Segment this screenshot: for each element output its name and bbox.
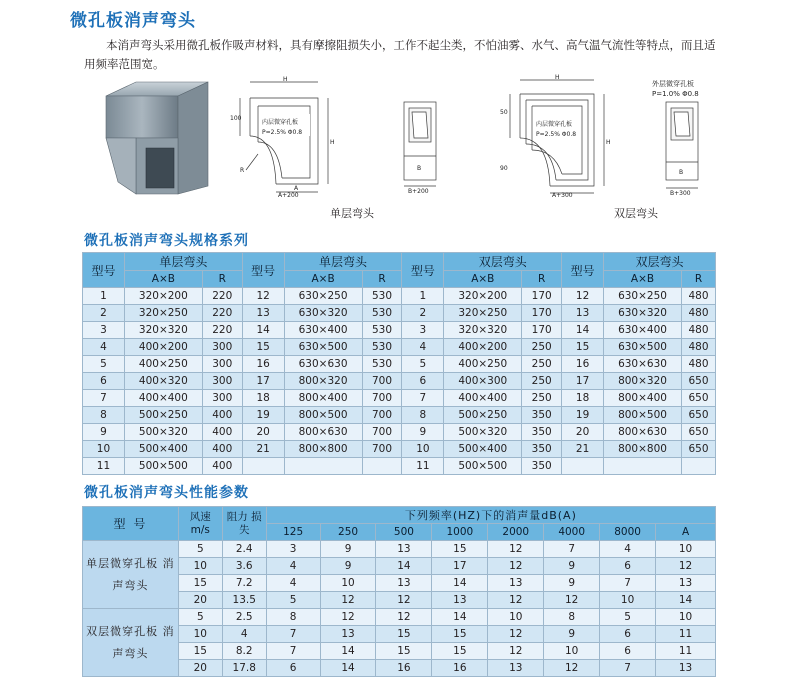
spec-cell-m4: 13: [562, 305, 604, 322]
spec-table-row: [83, 339, 716, 356]
dim-100: 100: [230, 115, 242, 122]
spec-cell-m1: 4: [83, 339, 125, 356]
single-elbow-side-view: [400, 100, 440, 194]
spec-cell-s3: 500×250: [444, 407, 522, 424]
perf-value-cell: 6: [266, 660, 320, 677]
spec-cell-s3: 400×400: [444, 390, 522, 407]
spec-cell-m1: 3: [83, 322, 125, 339]
spec-cell-s2: 800×400: [284, 390, 362, 407]
perf-table: [82, 506, 716, 677]
perf-value-cell: 4: [600, 541, 656, 558]
spec-cell-m3: 8: [402, 407, 444, 424]
spec-cell-s3: 320×200: [444, 288, 522, 305]
spec-cell-r3: 250: [522, 390, 562, 407]
spec-cell-s2: 630×500: [284, 339, 362, 356]
spec-header-single-1: 单层弯头: [124, 253, 242, 271]
spec-cell-r4: [681, 458, 715, 475]
perf-freq-header: 250: [320, 524, 376, 541]
spec-cell-s4: 800×500: [604, 407, 682, 424]
perf-value-cell: 14: [320, 660, 376, 677]
spec-cell-m4: 17: [562, 373, 604, 390]
spec-cell-m1: 1: [83, 288, 125, 305]
spec-cell-m2: 17: [242, 373, 284, 390]
spec-cell-r2: 530: [362, 356, 402, 373]
spec-cell-r3: 350: [522, 458, 562, 475]
perf-table-row: [83, 575, 716, 592]
perf-value-cell: 5: [266, 592, 320, 609]
spec-header-axb-3: A×B: [444, 271, 522, 288]
perf-speed-cell: 10: [178, 558, 222, 575]
spec-cell-r1: 400: [202, 458, 242, 475]
spec-cell-m2: 20: [242, 424, 284, 441]
spec-cell-s3: 320×320: [444, 322, 522, 339]
perf-value-cell: 13: [320, 626, 376, 643]
perf-model-name: 单层微穿孔板 消声弯头: [83, 541, 179, 609]
spec-cell-s4: 800×630: [604, 424, 682, 441]
spec-cell-r1: 300: [202, 356, 242, 373]
double-elbow-label: 双层弯头: [614, 207, 658, 220]
spec-header-double-2: 双层弯头: [604, 253, 716, 271]
perf-value-cell: 13: [432, 592, 488, 609]
perf-value-cell: 12: [376, 609, 432, 626]
spec-header-r-4: R: [681, 271, 715, 288]
spec-cell-s3: 400×300: [444, 373, 522, 390]
spec-section-title: 微孔板消声弯头规格系列: [84, 233, 249, 249]
spec-cell-m4: 16: [562, 356, 604, 373]
spec-cell-s2: 800×320: [284, 373, 362, 390]
perf-value-cell: 9: [544, 626, 600, 643]
perf-value-cell: 9: [544, 558, 600, 575]
spec-cell-m4: 20: [562, 424, 604, 441]
perf-resist-cell: 17.8: [222, 660, 266, 677]
spec-cell-s3: 400×200: [444, 339, 522, 356]
perf-freq-header: A: [656, 524, 716, 541]
spec-cell-s4: 630×400: [604, 322, 682, 339]
perf-resist-cell: 3.6: [222, 558, 266, 575]
perf-value-cell: 15: [432, 643, 488, 660]
perf-header-speed: 风速 m/s: [178, 507, 222, 541]
perf-value-cell: 16: [432, 660, 488, 677]
spec-header-axb-1: A×B: [124, 271, 202, 288]
perf-value-cell: 15: [376, 643, 432, 660]
perf-value-cell: 10: [320, 575, 376, 592]
spec-cell-r2: [362, 458, 402, 475]
dim-a: A: [294, 185, 299, 192]
spec-cell-r1: 400: [202, 424, 242, 441]
spec-cell-s1: 500×500: [124, 458, 202, 475]
spec-table-row: [83, 424, 716, 441]
spec-cell-r3: 250: [522, 356, 562, 373]
perf-value-cell: 17: [432, 558, 488, 575]
perf-value-cell: 12: [544, 660, 600, 677]
perf-speed-cell: 20: [178, 592, 222, 609]
spec-table: [82, 252, 716, 475]
perf-freq-header: 8000: [600, 524, 656, 541]
spec-cell-m4: 21: [562, 441, 604, 458]
perf-value-cell: 10: [544, 643, 600, 660]
single-elbow-drawing: [228, 74, 338, 198]
perf-value-cell: 4: [266, 558, 320, 575]
spec-cell-m3: 3: [402, 322, 444, 339]
perf-value-cell: 13: [376, 575, 432, 592]
spec-cell-s4: 630×250: [604, 288, 682, 305]
perf-resist-cell: 4: [222, 626, 266, 643]
spec-cell-r1: 400: [202, 441, 242, 458]
dim-b: B: [417, 165, 422, 172]
spec-cell-m3: 11: [402, 458, 444, 475]
spec-cell-r3: 350: [522, 424, 562, 441]
spec-cell-m1: 9: [83, 424, 125, 441]
spec-cell-s1: 400×320: [124, 373, 202, 390]
spec-cell-s4: 800×400: [604, 390, 682, 407]
double-dim-b: B: [679, 169, 684, 176]
spec-cell-m3: 7: [402, 390, 444, 407]
elbow-photo-illustration: [96, 78, 211, 198]
spec-cell-m3: 6: [402, 373, 444, 390]
dim-r: R: [240, 167, 245, 174]
spec-cell-m4: [562, 458, 604, 475]
double-dim-h-top: H: [555, 74, 560, 81]
perf-resist-cell: 8.2: [222, 643, 266, 660]
spec-cell-r4: 650: [681, 441, 715, 458]
perf-value-cell: 10: [600, 592, 656, 609]
spec-cell-r4: 650: [681, 390, 715, 407]
spec-cell-s2: 630×320: [284, 305, 362, 322]
spec-cell-r1: 220: [202, 288, 242, 305]
inner-plate-label: 内层微穿孔板: [262, 119, 299, 126]
spec-cell-r2: 530: [362, 322, 402, 339]
perf-speed-cell: 20: [178, 660, 222, 677]
spec-table-row: [83, 407, 716, 424]
perf-value-cell: 10: [656, 609, 716, 626]
double-elbow-drawing: [500, 74, 612, 198]
spec-cell-s3: 400×250: [444, 356, 522, 373]
perf-freq-header: 125: [266, 524, 320, 541]
spec-cell-r1: 220: [202, 322, 242, 339]
perf-table-row: [83, 592, 716, 609]
double-dim-50: 50: [500, 109, 508, 116]
perf-speed-cell: 5: [178, 541, 222, 558]
perf-resist-cell: 13.5: [222, 592, 266, 609]
spec-cell-s1: 500×250: [124, 407, 202, 424]
dim-b300: B+300: [670, 190, 691, 196]
spec-cell-r2: 700: [362, 424, 402, 441]
perf-header-freq: 下列频率(HZ)下的消声量dB(A): [266, 507, 715, 524]
perf-value-cell: 14: [432, 609, 488, 626]
perf-value-cell: 10: [488, 609, 544, 626]
perf-value-cell: 4: [266, 575, 320, 592]
spec-header-double-1: 双层弯头: [444, 253, 562, 271]
spec-header-r-1: R: [202, 271, 242, 288]
page-title: 微孔板消声弯头: [70, 11, 196, 31]
perf-speed-cell: 5: [178, 609, 222, 626]
spec-cell-s2: 800×500: [284, 407, 362, 424]
perf-value-cell: 13: [488, 660, 544, 677]
outer-plate-spec: P=1.0% Φ0.8: [652, 90, 699, 98]
spec-cell-r4: 650: [681, 424, 715, 441]
perf-speed-cell: 15: [178, 575, 222, 592]
spec-cell-s4: 800×800: [604, 441, 682, 458]
spec-cell-m2: 13: [242, 305, 284, 322]
spec-cell-m4: 14: [562, 322, 604, 339]
perf-value-cell: 10: [656, 541, 716, 558]
inner-plate-spec: P=2.5% Φ0.8: [262, 129, 303, 136]
spec-cell-s1: 500×320: [124, 424, 202, 441]
perf-value-cell: 12: [544, 592, 600, 609]
perf-resist-cell: 2.4: [222, 541, 266, 558]
perf-value-cell: 9: [320, 558, 376, 575]
dim-h-side: H: [330, 139, 335, 146]
spec-cell-m3: 2: [402, 305, 444, 322]
perf-value-cell: 8: [266, 609, 320, 626]
spec-header-model-2: 型号: [242, 253, 284, 288]
perf-value-cell: 14: [320, 643, 376, 660]
spec-cell-m3: 5: [402, 356, 444, 373]
spec-cell-r3: 250: [522, 373, 562, 390]
spec-cell-r3: 170: [522, 322, 562, 339]
spec-cell-s3: 500×500: [444, 458, 522, 475]
spec-cell-r2: 530: [362, 305, 402, 322]
spec-cell-r3: 170: [522, 305, 562, 322]
spec-header-model-1: 型号: [83, 253, 125, 288]
spec-table-row: [83, 458, 716, 475]
spec-cell-r4: 650: [681, 407, 715, 424]
perf-value-cell: 7: [266, 643, 320, 660]
spec-cell-s1: 400×200: [124, 339, 202, 356]
spec-cell-r1: 400: [202, 407, 242, 424]
perf-resist-cell: 2.5: [222, 609, 266, 626]
spec-cell-r2: 530: [362, 288, 402, 305]
spec-cell-r1: 220: [202, 305, 242, 322]
spec-table-row: [83, 390, 716, 407]
double-inner-plate-spec: P=2.5% Φ0.8: [536, 131, 577, 138]
perf-value-cell: 15: [376, 626, 432, 643]
spec-cell-s2: 630×630: [284, 356, 362, 373]
perf-table-row: [83, 558, 716, 575]
spec-cell-r1: 300: [202, 373, 242, 390]
dim-h-top: H: [283, 76, 288, 83]
spec-cell-m4: 18: [562, 390, 604, 407]
spec-header-axb-4: A×B: [604, 271, 682, 288]
perf-value-cell: 9: [544, 575, 600, 592]
perf-value-cell: 12: [488, 592, 544, 609]
perf-value-cell: 8: [544, 609, 600, 626]
perf-speed-cell: 15: [178, 643, 222, 660]
spec-table-row: [83, 373, 716, 390]
spec-cell-m2: 12: [242, 288, 284, 305]
spec-cell-r2: 700: [362, 373, 402, 390]
perf-table-row: [83, 643, 716, 660]
double-inner-plate-label: 内层微穿孔板: [536, 121, 573, 128]
spec-cell-s3: 320×250: [444, 305, 522, 322]
spec-table-row: [83, 322, 716, 339]
spec-cell-r1: 300: [202, 339, 242, 356]
spec-table-row: [83, 441, 716, 458]
double-dim-90: 90: [500, 165, 508, 172]
spec-cell-s1: 320×200: [124, 288, 202, 305]
perf-value-cell: 6: [600, 626, 656, 643]
spec-cell-m3: 4: [402, 339, 444, 356]
spec-cell-r4: 480: [681, 356, 715, 373]
spec-cell-m4: 15: [562, 339, 604, 356]
spec-header-model-4: 型号: [562, 253, 604, 288]
spec-cell-s1: 320×320: [124, 322, 202, 339]
spec-cell-s4: 630×500: [604, 339, 682, 356]
spec-cell-s4: 800×320: [604, 373, 682, 390]
spec-cell-s3: 500×320: [444, 424, 522, 441]
spec-cell-m4: 12: [562, 288, 604, 305]
perf-value-cell: 12: [320, 592, 376, 609]
spec-cell-r3: 350: [522, 441, 562, 458]
perf-value-cell: 7: [600, 575, 656, 592]
perf-value-cell: 12: [488, 626, 544, 643]
spec-cell-m2: [242, 458, 284, 475]
perf-freq-header: 500: [376, 524, 432, 541]
dim-a200: A+200: [278, 192, 299, 198]
spec-cell-m2: 16: [242, 356, 284, 373]
spec-cell-s1: 500×400: [124, 441, 202, 458]
spec-cell-r4: 480: [681, 339, 715, 356]
perf-freq-header: 2000: [488, 524, 544, 541]
perf-value-cell: 15: [432, 541, 488, 558]
spec-cell-s2: 630×400: [284, 322, 362, 339]
perf-value-cell: 12: [488, 558, 544, 575]
perf-value-cell: 12: [488, 541, 544, 558]
spec-cell-r4: 480: [681, 305, 715, 322]
spec-table-row: [83, 288, 716, 305]
double-elbow-side-view: [628, 78, 728, 196]
perf-value-cell: 9: [320, 541, 376, 558]
perf-value-cell: 12: [656, 558, 716, 575]
perf-value-cell: 13: [656, 660, 716, 677]
spec-table-row: [83, 305, 716, 322]
perf-value-cell: 15: [432, 626, 488, 643]
spec-cell-s2: 800×800: [284, 441, 362, 458]
spec-table-row: [83, 356, 716, 373]
perf-freq-header: 4000: [544, 524, 600, 541]
perf-header-model: 型 号: [83, 507, 179, 541]
spec-cell-m1: 11: [83, 458, 125, 475]
spec-cell-s2: [284, 458, 362, 475]
spec-cell-r4: 480: [681, 322, 715, 339]
spec-cell-s1: 400×400: [124, 390, 202, 407]
spec-cell-m2: 19: [242, 407, 284, 424]
dim-a300: A+300: [552, 192, 573, 198]
perf-value-cell: 11: [656, 626, 716, 643]
spec-cell-m1: 5: [83, 356, 125, 373]
double-dim-h-side: H: [606, 139, 611, 146]
spec-cell-m1: 6: [83, 373, 125, 390]
perf-section-title: 微孔板消声弯头性能参数: [84, 485, 249, 501]
perf-resist-cell: 7.2: [222, 575, 266, 592]
spec-cell-m3: 10: [402, 441, 444, 458]
perf-table-row: [83, 626, 716, 643]
spec-cell-s2: 800×630: [284, 424, 362, 441]
spec-cell-s1: 320×250: [124, 305, 202, 322]
spec-cell-m2: 21: [242, 441, 284, 458]
spec-cell-r1: 300: [202, 390, 242, 407]
spec-cell-m1: 7: [83, 390, 125, 407]
perf-freq-header: 1000: [432, 524, 488, 541]
spec-header-model-3: 型号: [402, 253, 444, 288]
spec-cell-r2: 700: [362, 407, 402, 424]
spec-cell-m4: 19: [562, 407, 604, 424]
perf-value-cell: 12: [488, 643, 544, 660]
spec-cell-s3: 500×400: [444, 441, 522, 458]
perf-value-cell: 14: [656, 592, 716, 609]
spec-cell-r3: 250: [522, 339, 562, 356]
perf-value-cell: 13: [488, 575, 544, 592]
spec-header-axb-2: A×B: [284, 271, 362, 288]
perf-value-cell: 12: [376, 592, 432, 609]
perf-header-resist: 阻力 损失: [222, 507, 266, 541]
perf-value-cell: 7: [544, 541, 600, 558]
perf-value-cell: 6: [600, 643, 656, 660]
spec-cell-m3: 1: [402, 288, 444, 305]
spec-cell-s2: 630×250: [284, 288, 362, 305]
spec-cell-m1: 8: [83, 407, 125, 424]
perf-value-cell: 6: [600, 558, 656, 575]
perf-speed-cell: 10: [178, 626, 222, 643]
perf-value-cell: 16: [376, 660, 432, 677]
spec-cell-r2: 700: [362, 441, 402, 458]
spec-cell-s4: [604, 458, 682, 475]
spec-cell-m3: 9: [402, 424, 444, 441]
perf-value-cell: 7: [600, 660, 656, 677]
perf-value-cell: 7: [266, 626, 320, 643]
perf-value-cell: 13: [376, 541, 432, 558]
spec-cell-r2: 530: [362, 339, 402, 356]
perf-table-row: [83, 660, 716, 677]
spec-header-single-2: 单层弯头: [284, 253, 402, 271]
spec-cell-m1: 10: [83, 441, 125, 458]
spec-cell-r4: 650: [681, 373, 715, 390]
outer-plate-label: 外层微穿孔板: [652, 80, 694, 88]
single-elbow-label: 单层弯头: [330, 207, 374, 220]
perf-model-name: 双层微穿孔板 消声弯头: [83, 609, 179, 677]
perf-table-row: [83, 609, 716, 626]
spec-cell-m2: 18: [242, 390, 284, 407]
spec-cell-m2: 14: [242, 322, 284, 339]
perf-table-row: [83, 541, 716, 558]
spec-cell-m1: 2: [83, 305, 125, 322]
spec-cell-m2: 15: [242, 339, 284, 356]
spec-cell-s4: 630×320: [604, 305, 682, 322]
intro-paragraph: 本消声弯头采用微孔板作吸声材料，具有摩擦阻损失小，工作不起尘类，不怕油雾、水气、高气温气流性等特点，而且适用频率范围宽。: [84, 38, 716, 71]
spec-cell-r2: 700: [362, 390, 402, 407]
perf-value-cell: 14: [432, 575, 488, 592]
perf-value-cell: 14: [376, 558, 432, 575]
perf-value-cell: 3: [266, 541, 320, 558]
spec-header-r-2: R: [362, 271, 402, 288]
spec-cell-r4: 480: [681, 288, 715, 305]
perf-value-cell: 12: [320, 609, 376, 626]
perf-value-cell: 5: [600, 609, 656, 626]
perf-value-cell: 11: [656, 643, 716, 660]
spec-cell-r3: 350: [522, 407, 562, 424]
spec-cell-s1: 400×250: [124, 356, 202, 373]
spec-cell-s4: 630×630: [604, 356, 682, 373]
spec-header-r-3: R: [522, 271, 562, 288]
perf-value-cell: 13: [656, 575, 716, 592]
spec-cell-r3: 170: [522, 288, 562, 305]
dim-b200: B+200: [408, 188, 429, 194]
